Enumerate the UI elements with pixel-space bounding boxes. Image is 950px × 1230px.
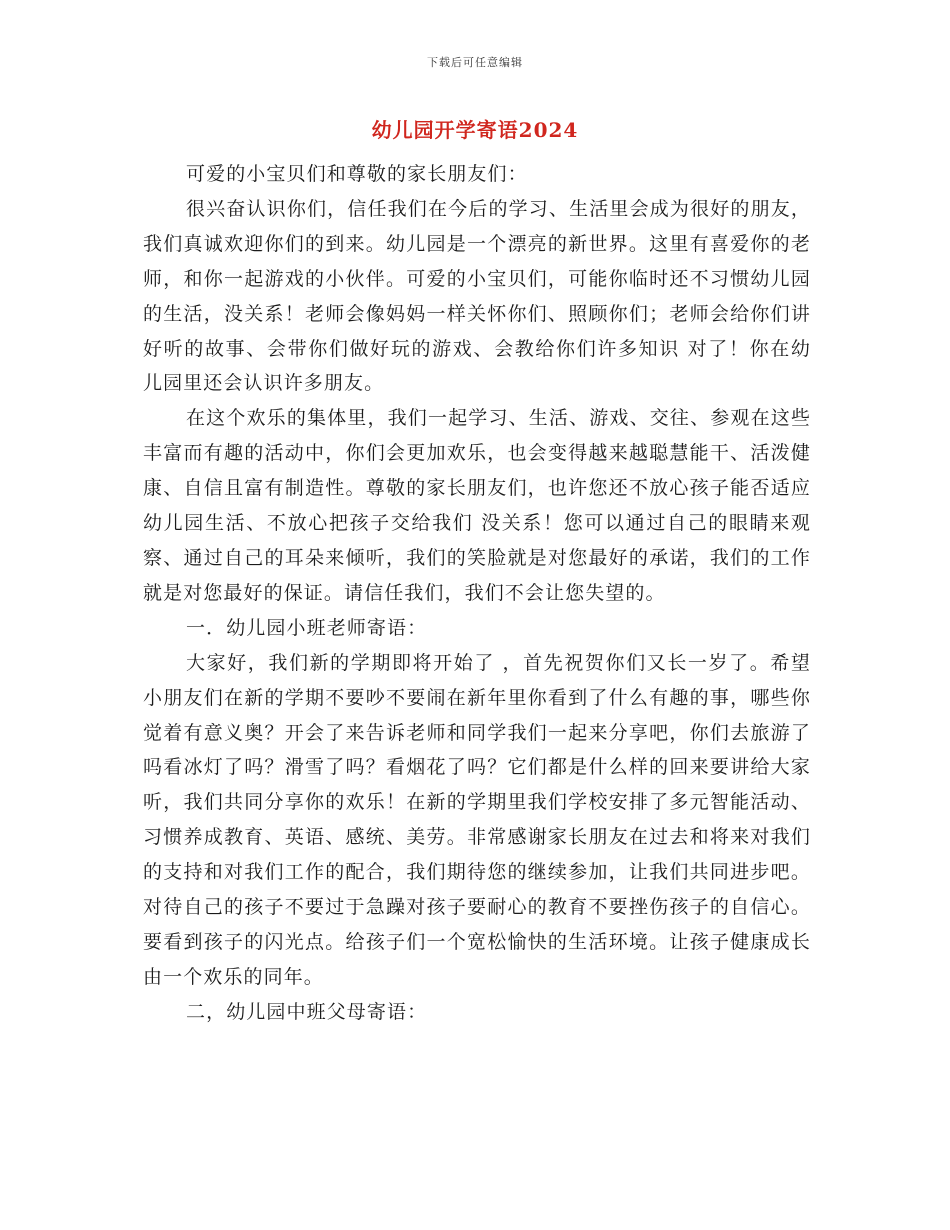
- parents-paragraph: 在这个欢乐的集体里，我们一起学习、生活、游戏、交往、参观在这些丰富而有趣的活动中，你们会更加欢乐，也会变得越来越聪慧能干、活泼健康、自信且富有制造性。尊敬的家长朋友们，也许您还不放心孩子能否适应幼儿园生活、不放心把孩子交给我们 没关系！您可以通过自己的眼睛来观察、通过自己的耳朵来倾听，我们的笑脸就是对您最好的承诺，我们的工作就是对您最好的保证。请信任我们，我们不会让您失望的。: [143, 407, 811, 604]
- page-header-note: 下载后可任意编辑: [427, 56, 523, 69]
- small-class-teacher-message: 大家好，我们新的学期即将开始了 ，首先祝贺你们又长一岁了。希望小朋友们在新的学期不要吵不要闹在新年里你看到了什么有趣的事，哪些你觉着有意义奥？开会了来告诉老师和同学我们一起来分享吧，你们去旅游了吗看冰灯了吗？滑雪了吗？看烟花了吗？它们都是什么样的回来要讲给大家听，我们共同分享你的欢乐！在新的学期里我们学校安排了多元智能活动、习惯养成教育、英语、感统、美劳。非常感谢家长朋友在过去和将来对我们的支持和对我们工作的配合，我们期待您的继续参加，让我们共同进步吧。对待自己的孩子不要过于急躁对孩子要耐心的教育不要挫伤孩子的自信心。要看到孩子的闪光点。给孩子们一个宽松愉快的生活环境。让孩子健康成长由一个欢乐的同年。: [143, 651, 811, 988]
- section-heading-middle-class: 二，幼儿园中班父母寄语：: [186, 1000, 428, 1023]
- document-body: [143, 157, 811, 1030]
- greeting-paragraph: 可爱的小宝贝们和尊敬的家长朋友们：: [186, 163, 528, 185]
- welcome-paragraph: 很兴奋认识你们，信任我们在今后的学习、生活里会成为很好的朋友，我们真诚欢迎你们的到来。幼儿园是一个漂亮的新世界。这里有喜爱你的老师，和你一起游戏的小伙伴。可爱的小宝贝们，可能你临时还不习惯幼儿园的生活，没关系！老师会像妈妈一样关怀你们、照顾你们；老师会给你们讲好听的故事、会带你们做好玩的游戏、会教给你们许多知识 对了！你在幼儿园里还会认识许多朋友。: [143, 197, 811, 395]
- document-title: 幼儿园开学寄语2024: [371, 118, 579, 142]
- section-heading-small-class: 一．幼儿园小班老师寄语：: [186, 616, 428, 639]
